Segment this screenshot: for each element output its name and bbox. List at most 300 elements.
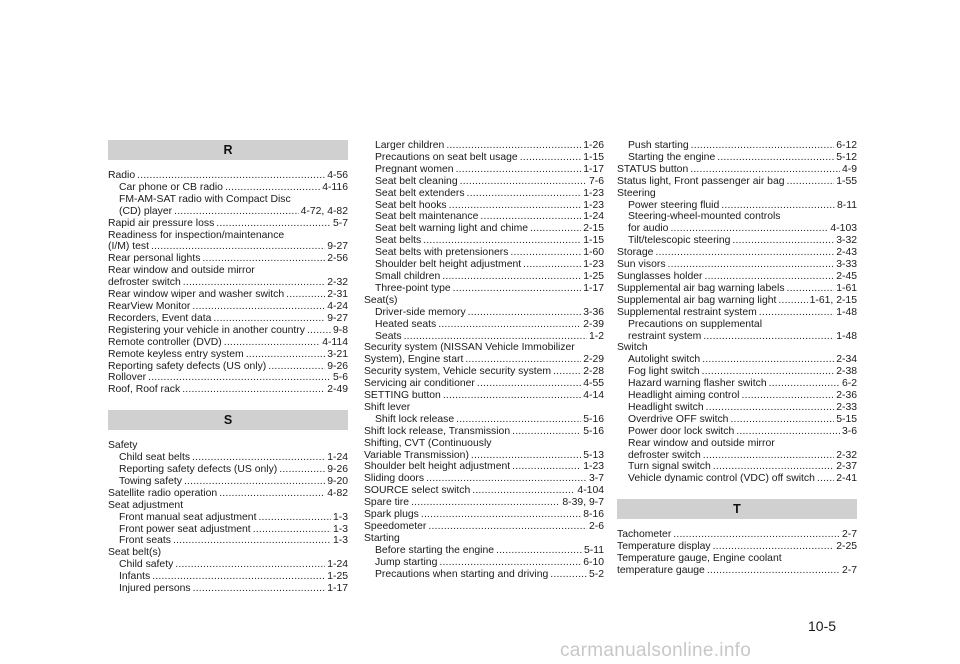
entry-term: Variable Transmission)	[364, 449, 469, 461]
entry-list-s-continued	[364, 140, 604, 581]
entry-page-ref: 4-104	[577, 485, 604, 497]
entry-list-t	[617, 529, 857, 577]
dot-leader	[477, 378, 581, 390]
entry-term: Tilt/telescopic steering	[628, 235, 731, 247]
entry-page-ref: 1-26	[583, 140, 604, 151]
entry-term: Security system, Vehicle security system	[364, 366, 552, 378]
dot-leader	[225, 182, 320, 194]
entry-term: Rear personal lights	[108, 253, 201, 265]
entry-page-ref: 8-11	[836, 199, 857, 211]
dot-leader	[182, 384, 325, 396]
entry-page-ref: 5-16	[583, 413, 604, 425]
dot-leader	[703, 450, 834, 462]
entry-term: Remote controller (DVD)	[108, 336, 222, 348]
index-entry	[617, 331, 857, 343]
index-entry	[364, 188, 604, 200]
entry-term: Starting the engine	[628, 151, 716, 163]
entry-page-ref: 2-7	[841, 529, 857, 541]
dot-leader	[655, 247, 834, 259]
entry-page-ref: 4-55	[583, 378, 604, 390]
entry-page-ref: 5-7	[332, 217, 348, 229]
entry-term: Seats	[375, 330, 402, 342]
index-entry	[364, 366, 604, 378]
entry-term: defroster switch	[628, 449, 701, 461]
dot-leader	[691, 140, 835, 152]
entry-term: Registering your vehicle in another country	[108, 324, 305, 336]
dot-leader	[148, 372, 331, 384]
index-entry	[108, 372, 348, 384]
entry-term: Before starting the engine	[375, 544, 494, 556]
dot-leader	[152, 571, 325, 583]
entry-page-ref: 4-14	[583, 390, 604, 402]
entry-page-ref: 2-6	[588, 521, 604, 532]
entry-term: Towing safety	[119, 475, 182, 487]
entry-list-s	[108, 440, 348, 595]
index-entry	[617, 283, 857, 295]
entry-term: Pregnant women	[375, 163, 454, 175]
entry-term: Rear window wiper and washer switch	[108, 289, 285, 301]
page-number: 10-5	[808, 618, 837, 634]
index-entry	[108, 384, 348, 396]
index-column-2	[364, 140, 604, 581]
entry-term: Status light, Front passenger air bag	[617, 175, 785, 187]
entry-page-ref: 4-103	[830, 223, 857, 235]
index-entry	[108, 464, 348, 476]
entry-page-ref: 5-13	[583, 449, 604, 461]
index-entry	[364, 259, 604, 271]
entry-term: Headlight switch	[628, 401, 704, 413]
index-entry	[108, 170, 348, 182]
entry-term: Supplemental air bag warning labels	[617, 282, 785, 294]
entry-term: Jump starting	[375, 556, 438, 568]
dot-leader	[707, 565, 840, 577]
entry-term: defroster switch	[108, 277, 181, 289]
entry-term: Child safety	[119, 559, 174, 571]
dot-leader	[553, 366, 581, 378]
entry-page-ref: 9-26	[327, 360, 348, 372]
index-entry	[617, 378, 857, 390]
entry-term: Front power seat adjustment	[119, 523, 251, 535]
index-entry	[108, 476, 348, 488]
index-entry	[364, 283, 604, 295]
entry-page-ref: 8-39, 9-7	[562, 497, 604, 509]
entry-page-ref: 9-27	[327, 312, 348, 324]
entry-heading: Seat(s)	[364, 294, 398, 306]
index-entry	[364, 509, 604, 521]
dot-leader	[778, 295, 807, 307]
dot-leader	[512, 426, 581, 438]
entry-page-ref: 2-25	[836, 541, 857, 553]
entry-term: Remote keyless entry system	[108, 348, 244, 360]
index-entry	[364, 497, 604, 509]
entry-term: Seat belts with pretensioners	[375, 247, 509, 259]
entry-page-ref: 3-7	[588, 473, 604, 485]
entry-term: Tachometer	[617, 529, 672, 541]
index-entry	[364, 426, 604, 438]
index-entry	[108, 241, 348, 253]
entry-term: Sliding doors	[364, 473, 425, 485]
entry-term: Temperature display	[617, 541, 711, 553]
index-entry	[364, 354, 604, 366]
entry-term: Front seats	[119, 535, 171, 547]
entry-heading: Security system (NISSAN Vehicle Immobilizer	[364, 342, 575, 354]
index-entry	[617, 366, 857, 378]
entry-heading: Steering-wheel-mounted controls	[628, 211, 781, 223]
dot-leader	[690, 164, 840, 176]
dot-leader	[183, 277, 325, 289]
entry-page-ref: 2-45	[836, 270, 857, 282]
entry-page-ref: 1-23	[583, 187, 604, 199]
index-entry	[364, 223, 604, 235]
entry-page-ref: 1-17	[327, 583, 348, 595]
entry-term: Fog light switch	[628, 366, 700, 378]
index-entry	[108, 313, 348, 325]
entry-page-ref: 4-72, 4-82	[300, 205, 348, 217]
entry-term: Small children	[375, 270, 441, 282]
entry-heading: Rear window and outside mirror	[628, 437, 775, 449]
dot-leader	[456, 164, 582, 176]
entry-term: Reporting safety defects (US only)	[108, 360, 267, 372]
index-entry	[364, 271, 604, 283]
dot-leader	[423, 235, 581, 247]
entry-page-ref: 1-61, 2-15	[809, 294, 857, 306]
entry-heading: Temperature gauge, Engine coolant	[617, 553, 782, 565]
dot-leader	[736, 426, 840, 438]
dot-leader	[174, 206, 299, 218]
dot-leader	[759, 307, 834, 319]
entry-page-ref: 3-36	[583, 306, 604, 318]
dot-leader	[307, 325, 331, 337]
dot-leader	[286, 289, 325, 301]
dot-leader	[703, 331, 834, 343]
entry-term: Larger children	[375, 140, 445, 151]
index-entry	[617, 354, 857, 366]
entry-page-ref: 4-116	[322, 181, 348, 193]
dot-leader	[468, 307, 582, 319]
entry-page-ref: 2-41	[836, 473, 857, 485]
index-entry	[617, 247, 857, 259]
entry-heading: Shifting, CVT (Continuously	[364, 437, 492, 449]
index-entry	[108, 535, 348, 547]
dot-leader	[202, 253, 325, 265]
entry-term: Headlight aiming control	[628, 390, 740, 402]
dot-leader	[453, 283, 582, 295]
dot-leader	[151, 241, 325, 253]
index-entry	[617, 164, 857, 176]
entry-page-ref: 1-3	[332, 535, 348, 547]
entry-heading: Shift lever	[364, 401, 411, 413]
entry-term: (CD) player	[119, 205, 173, 217]
entry-page-ref: 2-33	[836, 401, 857, 413]
entry-page-ref: 3-33	[836, 259, 857, 271]
index-entry	[364, 235, 604, 247]
entry-page-ref: 2-7	[841, 565, 857, 576]
entry-page-ref: 1-3	[332, 523, 348, 535]
entry-term: temperature gauge	[617, 565, 705, 576]
entry-term: Power door lock switch	[628, 425, 735, 437]
dot-leader	[137, 170, 325, 182]
dot-leader	[668, 259, 835, 271]
entry-page-ref: 1-48	[836, 306, 857, 318]
index-entry	[617, 271, 857, 283]
entry-page-ref: 2-49	[327, 384, 348, 396]
dot-leader	[530, 223, 581, 235]
dot-leader	[787, 176, 835, 188]
entry-page-ref: 4-24	[327, 300, 348, 312]
entry-term: Speedometer	[364, 521, 427, 532]
entry-page-ref: 2-34	[836, 354, 857, 366]
dot-leader	[702, 354, 834, 366]
entry-page-ref: 2-31	[327, 289, 348, 301]
entry-term: Spare tire	[364, 497, 410, 509]
dot-leader	[192, 301, 325, 313]
entry-term: SETTING button	[364, 390, 441, 402]
dot-leader	[219, 488, 325, 500]
entry-list-r	[108, 170, 348, 396]
entry-term: Roof, Roof rack	[108, 384, 181, 396]
index-entry	[364, 521, 604, 533]
entry-page-ref: 8-16	[583, 509, 604, 521]
entry-heading: Steering	[617, 187, 656, 199]
entry-page-ref: 1-61	[836, 282, 857, 294]
index-entry	[108, 524, 348, 536]
entry-page-ref: 5-11	[583, 544, 604, 556]
index-entry	[364, 378, 604, 390]
index-entry	[364, 545, 604, 557]
index-entry	[364, 473, 604, 485]
dot-leader	[216, 218, 331, 230]
index-entry	[617, 565, 857, 577]
index-entry	[364, 211, 604, 223]
index-entry	[108, 289, 348, 301]
entry-page-ref: 2-43	[836, 247, 857, 259]
index-entry	[108, 301, 348, 313]
dot-leader	[670, 223, 828, 235]
dot-leader	[258, 512, 331, 524]
entry-page-ref: 1-2	[588, 330, 604, 342]
dot-leader	[713, 541, 835, 553]
entry-term: Three-point type	[375, 282, 451, 294]
dot-leader	[741, 390, 834, 402]
index-entry	[617, 461, 857, 473]
dot-leader	[175, 559, 325, 571]
entry-term: Recorders, Event data	[108, 312, 212, 324]
entry-term: Front manual seat adjustment	[119, 511, 257, 523]
entry-term: Power steering fluid	[628, 199, 720, 211]
index-entry	[617, 140, 857, 152]
entry-term: Shift lock release	[375, 413, 455, 425]
entry-page-ref: 1-15	[583, 151, 604, 163]
entry-term: Seat belt warning light and chime	[375, 223, 529, 235]
entry-term: Supplemental air bag warning light	[617, 294, 777, 306]
dot-leader	[224, 337, 320, 349]
dot-leader	[705, 271, 835, 283]
entry-page-ref: 1-17	[583, 282, 604, 294]
index-entry	[364, 140, 604, 152]
entry-page-ref: 1-17	[583, 163, 604, 175]
entry-term: Car phone or CB radio	[119, 181, 223, 193]
index-entry	[364, 450, 604, 462]
entry-term: Driver-side memory	[375, 306, 466, 318]
dot-leader	[173, 535, 331, 547]
index-entry	[108, 361, 348, 373]
index-entry	[364, 331, 604, 343]
dot-leader	[428, 521, 587, 533]
dot-leader	[439, 557, 581, 569]
entry-term: Reporting safety defects (US only)	[119, 464, 278, 476]
entry-term: Vehicle dynamic control (VDC) off switch	[628, 473, 815, 485]
dot-leader	[411, 497, 560, 509]
entry-page-ref: 5-12	[836, 151, 857, 163]
entry-term: Seat belt hooks	[375, 199, 447, 211]
entry-term: RearView Monitor	[108, 300, 191, 312]
index-entry	[364, 485, 604, 497]
entry-page-ref: 4-82	[327, 487, 348, 499]
index-entry	[108, 488, 348, 500]
index-entry	[617, 473, 857, 485]
entry-page-ref: 1-23	[583, 199, 604, 211]
entry-page-ref: 6-2	[841, 378, 857, 390]
index-entry	[617, 152, 857, 164]
entry-term: Seat belt cleaning	[375, 175, 458, 187]
dot-leader	[520, 152, 582, 164]
index-entry	[364, 569, 604, 581]
dot-leader	[442, 271, 581, 283]
entry-page-ref: 9-20	[327, 475, 348, 487]
entry-page-ref: 1-23	[583, 259, 604, 271]
dot-leader	[471, 450, 581, 462]
index-entry	[108, 182, 348, 194]
index-column-1	[108, 140, 348, 595]
entry-page-ref: 6-10	[583, 556, 604, 568]
entry-page-ref: 9-26	[327, 464, 348, 476]
entry-term: Sun visors	[617, 259, 666, 271]
dot-leader	[673, 529, 840, 541]
entry-page-ref: 2-29	[583, 354, 604, 366]
index-entry	[617, 402, 857, 414]
dot-leader	[787, 283, 835, 295]
index-entry	[364, 152, 604, 164]
entry-term: Shift lock release, Transmission	[364, 425, 511, 437]
dot-leader	[253, 524, 331, 536]
entry-page-ref: 2-37	[836, 461, 857, 473]
entry-heading: Precautions on supplemental	[628, 318, 763, 330]
dot-leader	[268, 361, 325, 373]
dot-leader	[706, 402, 835, 414]
entry-term: Satellite radio operation	[108, 487, 218, 499]
entry-page-ref: 2-38	[836, 366, 857, 378]
entry-page-ref: 2-32	[836, 449, 857, 461]
index-entry	[364, 390, 604, 402]
entry-term: System), Engine start	[364, 354, 464, 366]
index-entry	[364, 461, 604, 473]
dot-leader	[279, 464, 325, 476]
dot-leader	[496, 545, 582, 557]
entry-page-ref: 5-2	[588, 568, 604, 580]
entry-heading: Safety	[108, 440, 138, 452]
entry-term: Infants	[119, 571, 151, 583]
dot-leader	[817, 473, 834, 485]
entry-heading: Seat belt(s)	[108, 547, 162, 559]
entry-term: Autolight switch	[628, 354, 701, 366]
entry-term: Shoulder belt height adjustment	[364, 461, 511, 473]
dot-leader	[769, 378, 840, 390]
entry-page-ref: 2-39	[583, 318, 604, 330]
index-entry	[108, 349, 348, 361]
dot-leader	[472, 485, 575, 497]
entry-term: Rapid air pressure loss	[108, 217, 215, 229]
dot-leader	[480, 211, 581, 223]
entry-page-ref: 2-56	[327, 253, 348, 265]
index-entry	[108, 277, 348, 289]
entry-term: Injured persons	[119, 583, 191, 595]
entry-page-ref: 9-27	[327, 241, 348, 253]
entry-term: Spark plugs	[364, 509, 419, 521]
dot-leader	[449, 200, 582, 212]
index-entry	[617, 235, 857, 247]
entry-term: Overdrive OFF switch	[628, 413, 729, 425]
entry-list-s-continued-2	[617, 140, 857, 485]
index-entry	[108, 206, 348, 218]
dot-leader	[404, 331, 587, 343]
dot-leader	[467, 188, 582, 200]
dot-leader	[717, 152, 834, 164]
index-entry	[108, 325, 348, 337]
entry-page-ref: 9-8	[332, 324, 348, 336]
entry-page-ref: 1-48	[836, 330, 857, 342]
entry-heading: Readiness for inspection/maintenance	[108, 229, 285, 241]
entry-page-ref: 2-28	[583, 366, 604, 378]
index-entry	[364, 557, 604, 569]
entry-heading: FM-AM-SAT radio with Compact Disc	[119, 193, 291, 205]
entry-term: Seat belts	[375, 235, 422, 247]
index-entry	[364, 200, 604, 212]
entry-page-ref: 1-24	[583, 211, 604, 223]
index-entry	[108, 512, 348, 524]
entry-heading: Switch	[617, 342, 648, 354]
entry-page-ref: 1-60	[583, 247, 604, 259]
dot-leader	[702, 366, 835, 378]
entry-page-ref: 6-12	[836, 140, 857, 151]
index-entry	[364, 247, 604, 259]
entry-page-ref: 3-32	[836, 235, 857, 247]
index-entry	[617, 450, 857, 462]
index-entry	[364, 164, 604, 176]
entry-page-ref: 1-24	[327, 559, 348, 571]
entry-term: Seat belt extenders	[375, 187, 465, 199]
index-entry	[617, 200, 857, 212]
entry-page-ref: 1-23	[583, 461, 604, 473]
entry-term: Push starting	[628, 140, 689, 151]
entry-heading: Starting	[364, 532, 400, 544]
watermark: carmanualsonline.info	[560, 640, 752, 661]
entry-term: Child seat belts	[119, 452, 191, 464]
dot-leader	[193, 583, 326, 595]
dot-leader	[421, 509, 581, 521]
index-entry	[364, 307, 604, 319]
entry-page-ref: 5-15	[836, 413, 857, 425]
entry-page-ref: 1-25	[583, 270, 604, 282]
index-entry	[617, 541, 857, 553]
entry-page-ref: 2-32	[327, 277, 348, 289]
entry-term: Seat belt maintenance	[375, 211, 479, 223]
index-entry	[108, 571, 348, 583]
dot-leader	[438, 319, 581, 331]
entry-term: STATUS button	[617, 163, 689, 175]
dot-leader	[443, 390, 581, 402]
index-entry	[617, 259, 857, 271]
dot-leader	[713, 461, 834, 473]
